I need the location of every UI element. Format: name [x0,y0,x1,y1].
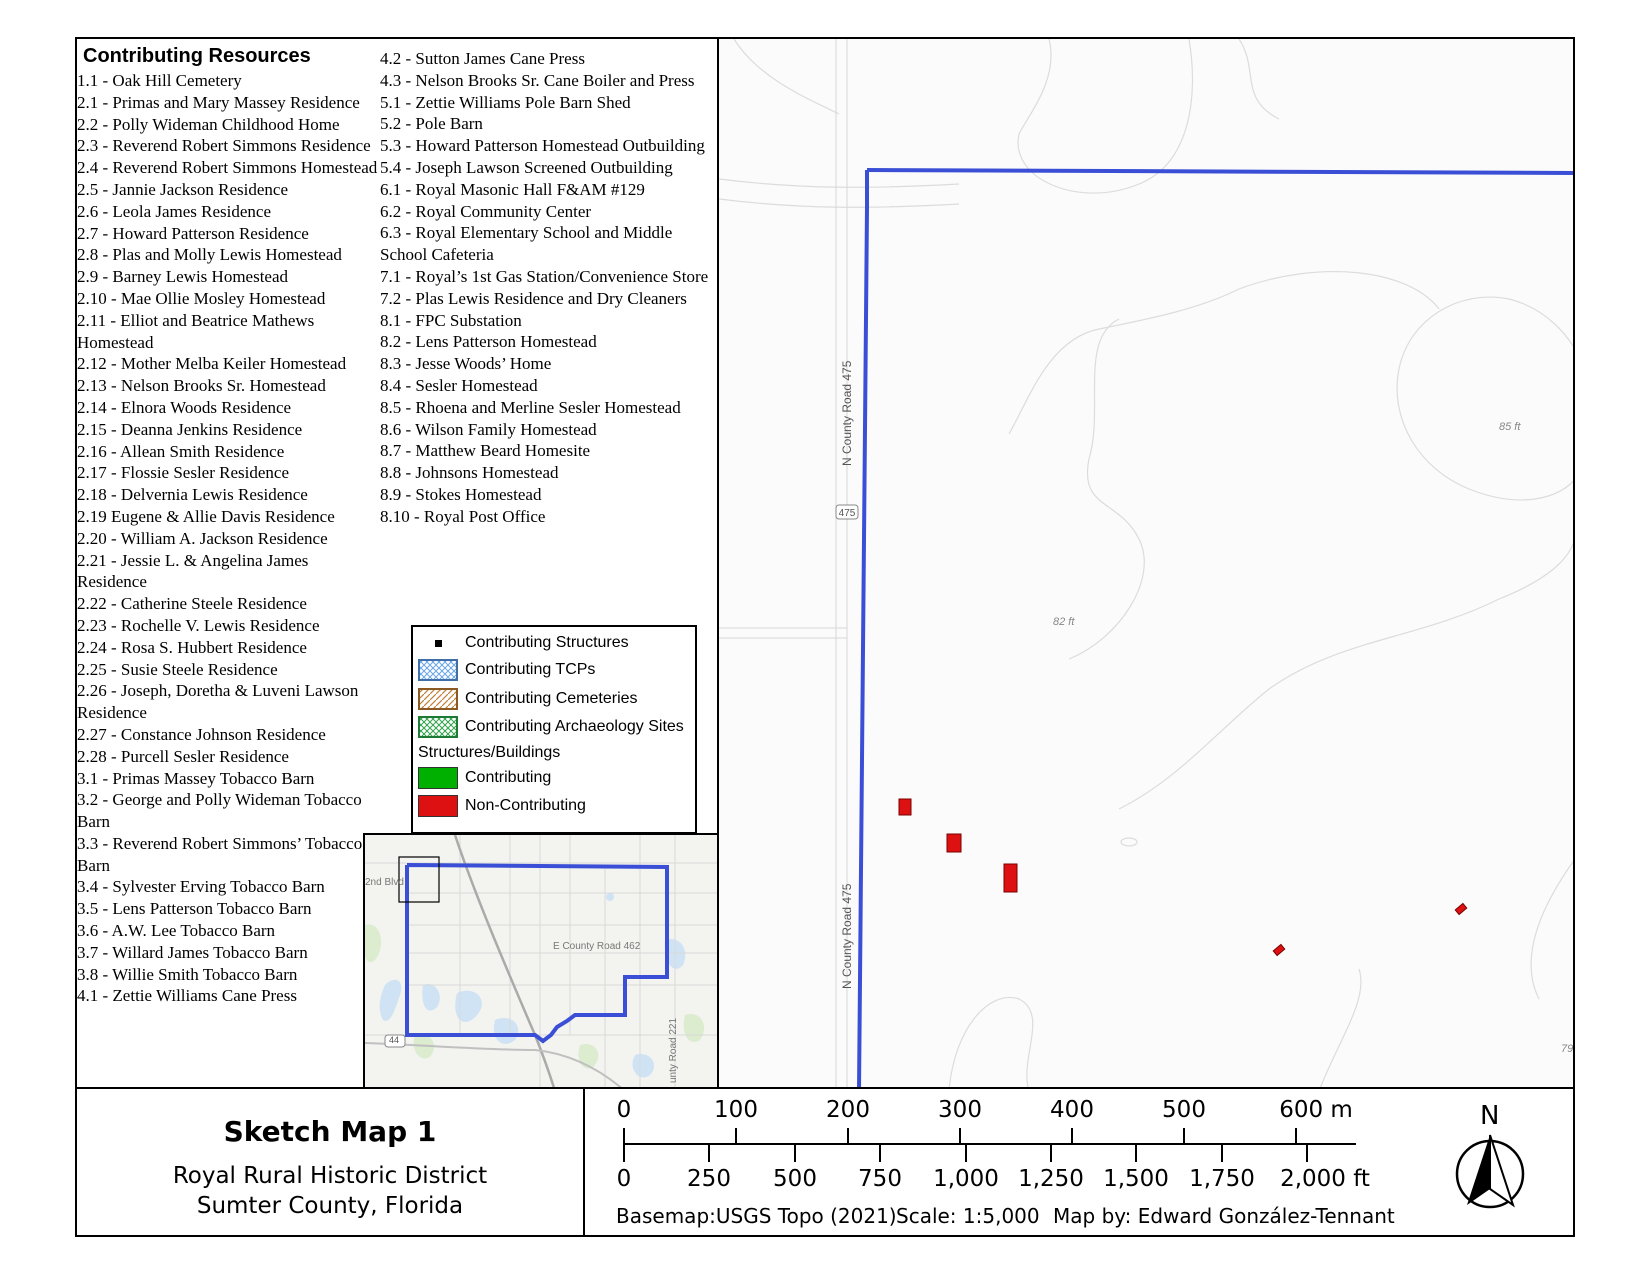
list-item: 2.26 - Joseph, Doretha & Luveni Lawson Residence [77,681,359,723]
list-item: 7.1 - Royal’s 1st Gas Station/Convenience Store [380,266,709,286]
list-item: 3.6 - A.W. Lee Tobacco Barn [77,921,276,941]
scale-feet-label: 0 [616,1166,632,1192]
list-item: 6.3 - Royal Elementary School and Middle School Cafeteria [380,223,673,265]
inset-locator-map[interactable] [363,833,719,1089]
road-475-outline [719,39,847,1089]
road-label-lower: N County Road 475 [840,883,854,989]
list-item: 2.17 - Flossie Sesler Residence [77,463,289,483]
green-areas [365,924,704,1068]
elevation-label: 79 [1561,1043,1574,1055]
list-item: 2.16 - Allean Smith Residence [77,441,285,461]
inset-road-label: unty Road 221 [668,1017,679,1083]
map-title: Sketch Map 1 [223,1115,437,1148]
scale-feet-label: 1,500 [1103,1166,1169,1192]
non-contributing-swatch-icon [418,795,458,817]
north-letter: N [1480,1101,1500,1131]
non-contributing-building [1004,864,1017,892]
list-item: 2.6 - Leola James Residence [77,201,272,221]
list-item: 2.4 - Reverend Robert Simmons Homestead [77,158,378,178]
list-item: 8.10 - Royal Post Office [380,506,546,526]
list-item: 2.13 - Nelson Brooks Sr. Homestead [77,376,326,396]
list-item: 7.2 - Plas Lewis Residence and Dry Cleaners [380,288,687,308]
scale-feet-label: 2,000 ft [1280,1166,1370,1192]
legend-label: Contributing Cemeteries [465,690,638,707]
resource-list-left [77,70,379,1007]
inset-road-label: E County Road 462 [553,941,641,952]
scale-meter-label: 100 [714,1097,758,1123]
list-item: 5.4 - Joseph Lawson Screened Outbuilding [380,157,673,177]
list-item: 3.4 - Sylvester Erving Tobacco Barn [77,877,325,897]
list-title: Contributing Resources [83,45,311,67]
scale-meter-label: 400 [1050,1097,1094,1123]
list-item: 6.2 - Royal Community Center [380,201,592,221]
scale-feet-label: 1,000 [933,1166,999,1192]
scale-feet-label: 500 [773,1166,817,1192]
non-contributing-buildings [899,799,1467,956]
list-item: 2.24 - Rosa S. Hubbert Residence [77,637,307,657]
scale-meter-label: 0 [616,1097,632,1123]
author-credit: Map by: Edward González-Tennant [1053,1204,1395,1228]
structure-marker-icon [435,640,442,647]
list-item: 8.1 - FPC Substation [380,310,522,330]
list-item: 2.22 - Catherine Steele Residence [77,594,307,614]
list-item: 2.1 - Primas and Mary Massey Residence [77,92,360,112]
list-item: 6.1 - Royal Masonic Hall F&AM #129 [380,179,645,199]
list-item: 2.3 - Reverend Robert Simmons Residence [77,136,371,156]
list-item: 3.1 - Primas Massey Tobacco Barn [77,768,315,788]
legend-group-heading [413,742,695,768]
list-item: 8.6 - Wilson Family Homestead [380,419,597,439]
list-item: 2.7 - Howard Patterson Residence [77,223,309,243]
legend-non-contributing [413,795,695,821]
list-item: 5.3 - Howard Patterson Homestead Outbuilding [380,136,705,156]
list-item: 3.8 - Willie Smith Tobacco Barn [77,964,298,984]
basemap-credit: Basemap:USGS Topo (2021) [616,1204,897,1228]
scale-meter-label: 300 [938,1097,982,1123]
meter-ticks [624,1128,1296,1144]
legend-label: Contributing TCPs [465,661,596,678]
county-name: Sumter County, Florida [196,1193,464,1219]
list-item: 2.18 - Delvernia Lewis Residence [77,485,308,505]
list-item: 2.25 - Susie Steele Residence [77,659,278,679]
legend-label: Contributing Archaeology Sites [465,718,684,735]
archaeology-hatch-icon [418,716,458,738]
scale-meter-label: 600 m [1279,1097,1353,1123]
list-item: 8.9 - Stokes Homestead [380,484,542,504]
list-item: 5.1 - Zettie Williams Pole Barn Shed [380,92,631,112]
elevation-label: 82 ft [1053,616,1075,628]
scale-feet-label: 750 [858,1166,902,1192]
legend-cemeteries [413,688,695,714]
list-item: 4.2 - Sutton James Cane Press [380,49,585,68]
list-item: 3.5 - Lens Patterson Tobacco Barn [77,899,312,919]
list-item: 2.21 - Jessie L. & Angelina James Residence [77,550,309,592]
list-item: 2.11 - Elliot and Beatrice Mathews Homestead [77,310,315,352]
scale-meter-label: 200 [826,1097,870,1123]
list-item: 8.4 - Sesler Homestead [380,375,538,395]
north-arrow-icon [1453,1131,1527,1211]
scale-meter-label: 500 [1162,1097,1206,1123]
list-item: 8.3 - Jesse Woods’ Home [380,354,552,374]
scale-feet-label: 250 [687,1166,731,1192]
scale-feet-label: 1,750 [1189,1166,1255,1192]
list-item: 5.2 - Pole Barn [380,114,483,134]
list-item: 2.9 - Barney Lewis Homestead [77,267,289,287]
list-item: 2.20 - William A. Jackson Residence [77,528,328,548]
list-item: 2.10 - Mae Ollie Mosley Homestead [77,288,326,308]
tcp-hatch-icon [418,659,458,681]
road-shield-label: 475 [838,508,856,519]
feet-ticks [624,1144,1307,1162]
scale-credits-block [583,1087,1575,1237]
non-contributing-building [947,834,961,852]
legend-archaeology [413,716,695,742]
list-item: 3.2 - George and Polly Wideman Tobacco Barn [77,790,362,832]
main-map[interactable] [719,37,1575,1089]
list-item: 8.2 - Lens Patterson Homestead [380,332,597,352]
legend-structures [413,632,695,658]
resource-list-right [380,48,716,528]
list-item: 4.3 - Nelson Brooks Sr. Cane Boiler and Press [380,70,695,90]
list-item: 2.19 Eugene & Allie Davis Residence [77,506,335,526]
non-contributing-building [899,799,911,815]
contributing-swatch-icon [418,767,458,789]
list-item: 8.7 - Matthew Beard Homesite [380,441,591,461]
list-item: 3.3 - Reverend Robert Simmons’ Tobacco Barn [77,833,363,875]
non-contributing-building [1273,944,1285,955]
legend-label: Non-Contributing [465,797,586,814]
legend-label: Contributing [465,769,552,786]
list-item: 2.14 - Elnora Woods Residence [77,397,292,417]
scale-feet-label: 1,250 [1018,1166,1084,1192]
legend-contributing [413,767,695,793]
legend-heading: Structures/Buildings [418,744,561,761]
district-name: Royal Rural Historic District [172,1163,488,1189]
list-item: 2.5 - Jannie Jackson Residence [77,179,289,199]
list-item: 8.5 - Rhoena and Merline Sesler Homestead [380,397,681,417]
list-item: 2.27 - Constance Johnson Residence [77,724,326,744]
elevation-label: 85 ft [1499,421,1521,433]
non-contributing-building [1455,903,1467,914]
list-item: 4.1 - Zettie Williams Cane Press [77,986,297,1006]
title-block [75,1087,585,1237]
list-item: 1.1 - Oak Hill Cemetery [77,71,242,90]
district-boundary-line [859,170,867,1089]
inset-shield-label: 44 [389,1035,400,1045]
list-item: 2.2 - Polly Wideman Childhood Home [77,114,340,134]
list-item: 3.7 - Willard James Tobacco Barn [77,942,308,962]
list-item: 2.23 - Rochelle V. Lewis Residence [77,615,320,635]
inset-road-label: 2nd Blvd [365,877,404,888]
legend-tcps [413,659,695,685]
legend-label: Contributing Structures [465,634,629,651]
list-item: 2.15 - Deanna Jenkins Residence [77,419,303,439]
list-item: 2.12 - Mother Melba Keiler Homestead [77,354,347,374]
list-item: 2.28 - Purcell Sesler Residence [77,746,289,766]
list-item: 8.8 - Johnsons Homestead [380,463,559,483]
list-item: 2.8 - Plas and Molly Lewis Homestead [77,245,342,265]
inset-basemap [365,835,719,1089]
road-label-upper: N County Road 475 [840,360,854,466]
map-legend [411,625,697,834]
scale-ratio: Scale: 1:5,000 [896,1204,1040,1228]
cemetery-hatch-icon [418,688,458,710]
